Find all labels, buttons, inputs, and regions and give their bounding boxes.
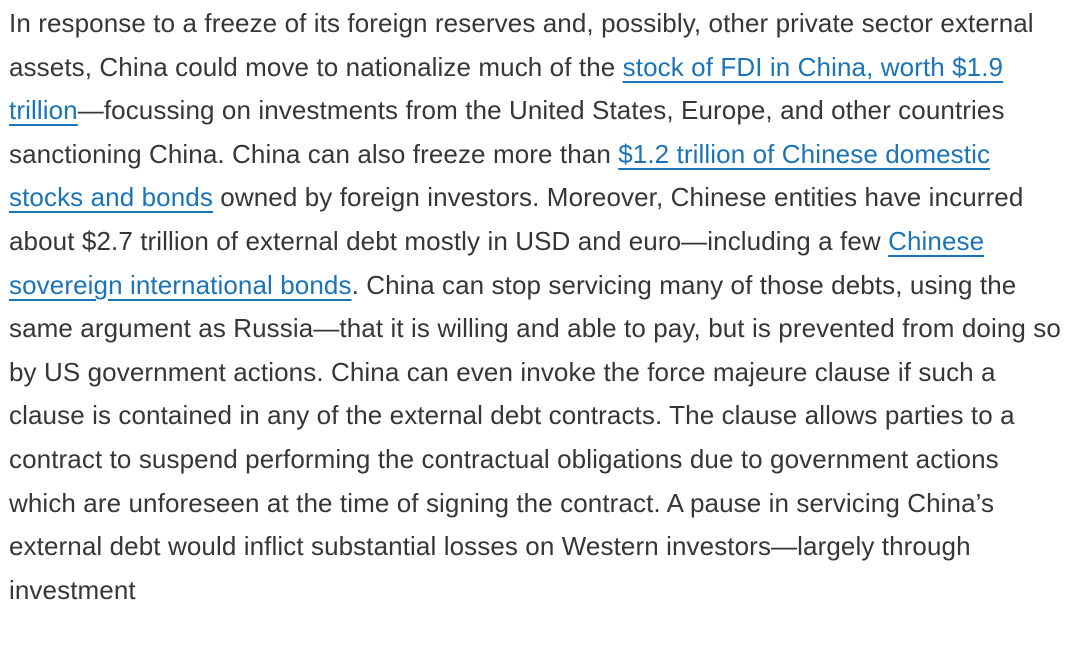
paragraph-text: —focussing on investments from the United States, Europe, and other countries sanctioning China. China can also freeze more than [9, 95, 1005, 169]
paragraph [9, 0, 1066, 612]
inline-link[interactable]: Chinese sovereign international bonds [9, 225, 985, 300]
paragraph-text: . China can stop servicing many of those debts, using the same argument as Russia—that it is willing and able to pay, but is prevented from doing so by US government actions. China can even invoke the force majeure clause if such a clause is contained in any of the external debt contracts. The clause allows parties to a contract to suspend performing the contractual obligations due to government actions which are unforeseen at the time of signing the contract. A pause in servicing China’s external debt would inflict substantial losses on Western investors—largely through investment [9, 269, 1061, 605]
paragraph-text: owned by foreign investors. Moreover, Chinese entities have incurred about $2.7 trillion of external debt mostly in USD and euro—including a few [9, 182, 1024, 256]
inline-link[interactable]: $1.2 trillion of Chinese domestic stocks and bonds [9, 138, 991, 213]
inline-link[interactable]: stock of FDI in China, worth $1.9 trillion [9, 51, 1004, 126]
paragraph-text: In response to a freeze of its foreign reserves and, possibly, other private sector external assets, China could move to nationalize much of the [9, 8, 1034, 82]
